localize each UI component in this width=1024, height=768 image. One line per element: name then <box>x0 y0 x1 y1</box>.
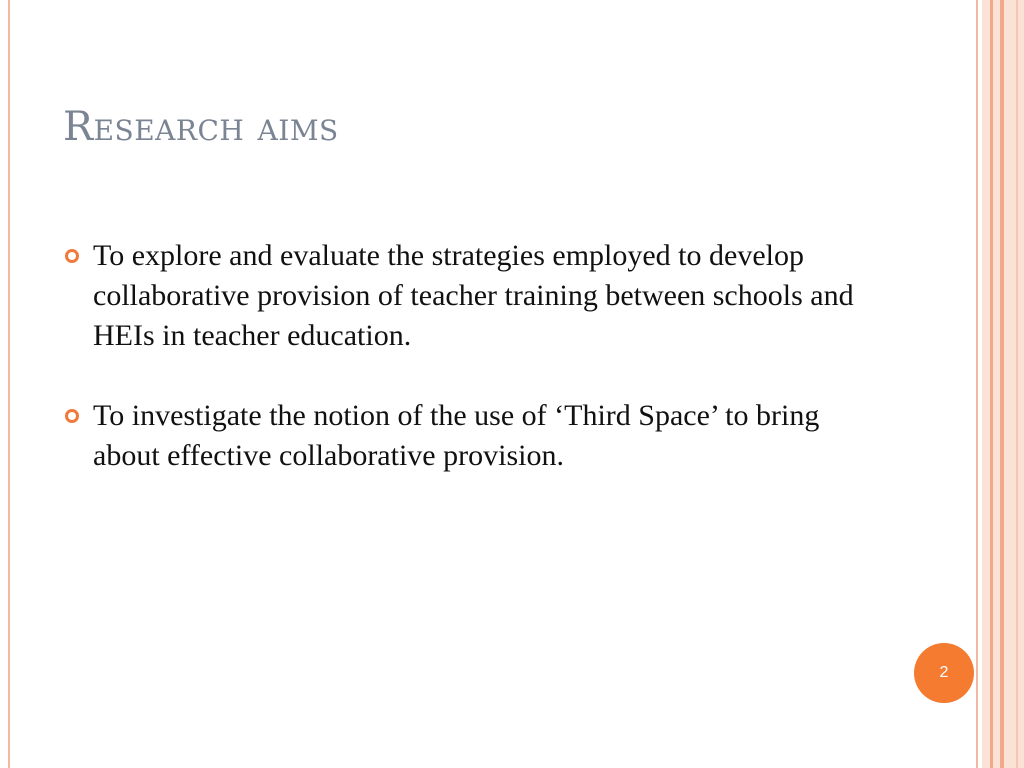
bullet-item <box>63 236 863 356</box>
right-decorative-stripe <box>1004 0 1024 768</box>
right-decorative-stripe <box>993 0 1000 768</box>
page-number-badge <box>914 643 974 703</box>
bullet-list <box>63 236 863 516</box>
page-number: 2 <box>939 664 949 681</box>
bullet-text: To investigate the notion of the use of ‘Third Space’ to bring about effective collaborative provision. <box>93 399 820 472</box>
bullet-item <box>63 396 863 476</box>
right-decorative-stripe <box>982 0 990 768</box>
bullet-text: To explore and evaluate the strategies employed to develop collaborative provision of teacher training between schools and HEIs in teacher education. <box>93 239 854 352</box>
slide-title: Research aims <box>63 104 339 150</box>
left-border-line <box>8 0 10 768</box>
right-border-line <box>976 0 978 768</box>
ring-bullet-icon <box>65 249 79 263</box>
ring-bullet-icon <box>65 409 79 423</box>
right-decorative-stripe <box>1016 0 1018 768</box>
